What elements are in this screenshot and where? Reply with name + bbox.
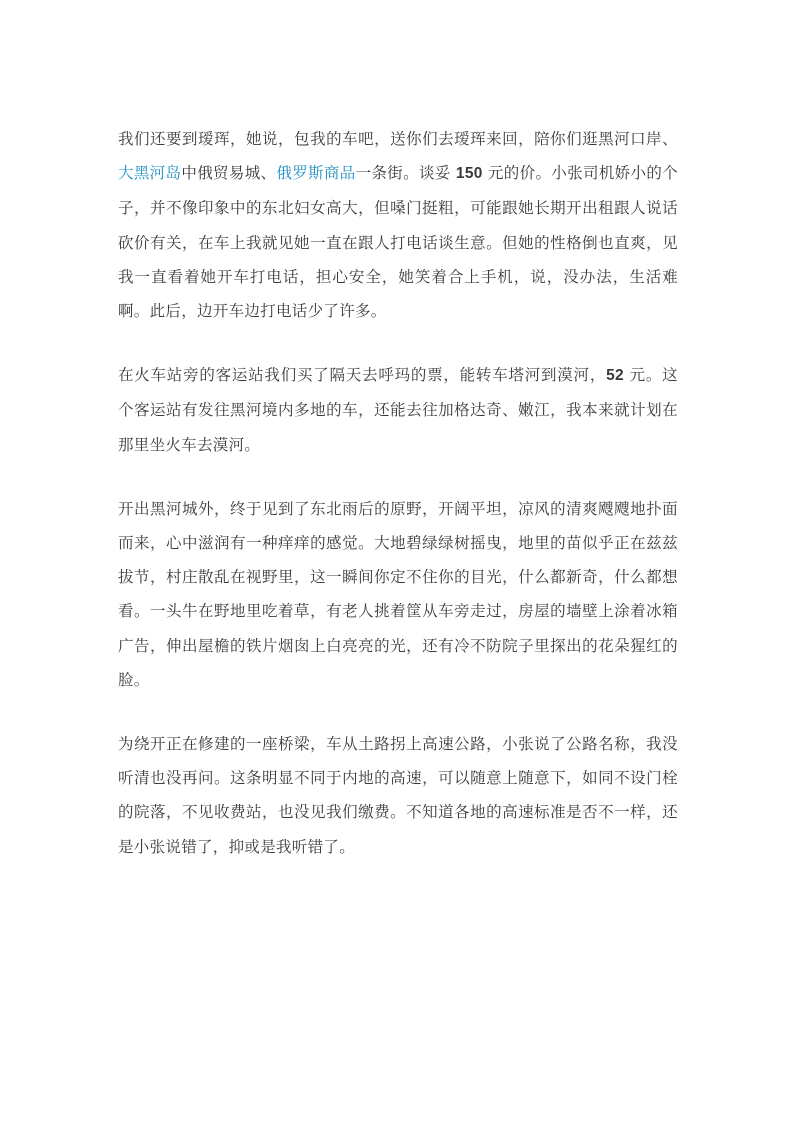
para1-text-3: 一条街。谈妥: [355, 164, 456, 183]
paragraph-3: [118, 492, 678, 697]
para1-text-2: 中俄贸易城、: [181, 164, 277, 183]
para4-text: 为绕开正在修建的一座桥梁，车从土路拐上高速公路，小张说了公路名称，我没听清也没再问。这条明显不同于内地的高速，可以随意上随意下，如同不设门栓的院落，不见收费站，也没见我们缴费。不知道各地的高速标准是否不一样，还是小张说错了，抑或是我听错了。: [118, 735, 678, 856]
para2-text-1: 在火车站旁的客运站我们买了隔天去呼玛的票，能转车塔河到漠河，: [118, 366, 607, 385]
price-150: 150: [455, 165, 483, 183]
paragraph-2: [118, 358, 678, 462]
para3-text: 开出黑河城外，终于见到了东北雨后的原野，开阔平坦，凉风的清爽飕飕地扑面而来，心中滋润有一种痒痒的感觉。大地碧绿绿树摇曳，地里的苗似乎正在兹兹拔节，村庄散乱在视野里，这一瞬间你定不住你的目光，什么都新奇，什么都想看。一头牛在野地里吃着草，有老人挑着筐从车旁走过，房屋的墙壁上涂着冰箱广告，伸出屋檐的铁片烟囱上白亮亮的光，还有冷不防院子里探出的花朵猩红的脸。: [118, 499, 678, 689]
para1-text-4: 元的价。小张司机娇小的个子，并不像印象中的东北妇女高大，但嗓门挺粗，可能跟她长期开出租跟人说话砍价有关，在车上我就见她一直在跟人打电话谈生意。但她的性格倒也直爽，见我一直看着她开车打电话，担心安全，她笑着合上手机，说，没办法，生活难啊。此后，边开车边打电话少了许多。: [118, 164, 678, 321]
para1-text-1: 我们还要到瑷珲，她说，包我的车吧，送你们去瑷珲来回，陪你们逛黑河口岸、: [118, 130, 678, 148]
paragraph-1: [118, 122, 678, 328]
para2-text-2: 元。这个客运站有发往黑河境内多地的车，还能去往加格达奇、嫩江，我本来就计划在那里坐火车去漠河。: [118, 366, 678, 454]
paragraph-4: [118, 727, 678, 864]
article-body: [118, 122, 678, 894]
price-52: 52: [606, 367, 624, 385]
link-dahei-river-island[interactable]: 大黑河岛: [118, 164, 182, 183]
link-russian-goods[interactable]: 俄罗斯商品: [276, 164, 356, 183]
